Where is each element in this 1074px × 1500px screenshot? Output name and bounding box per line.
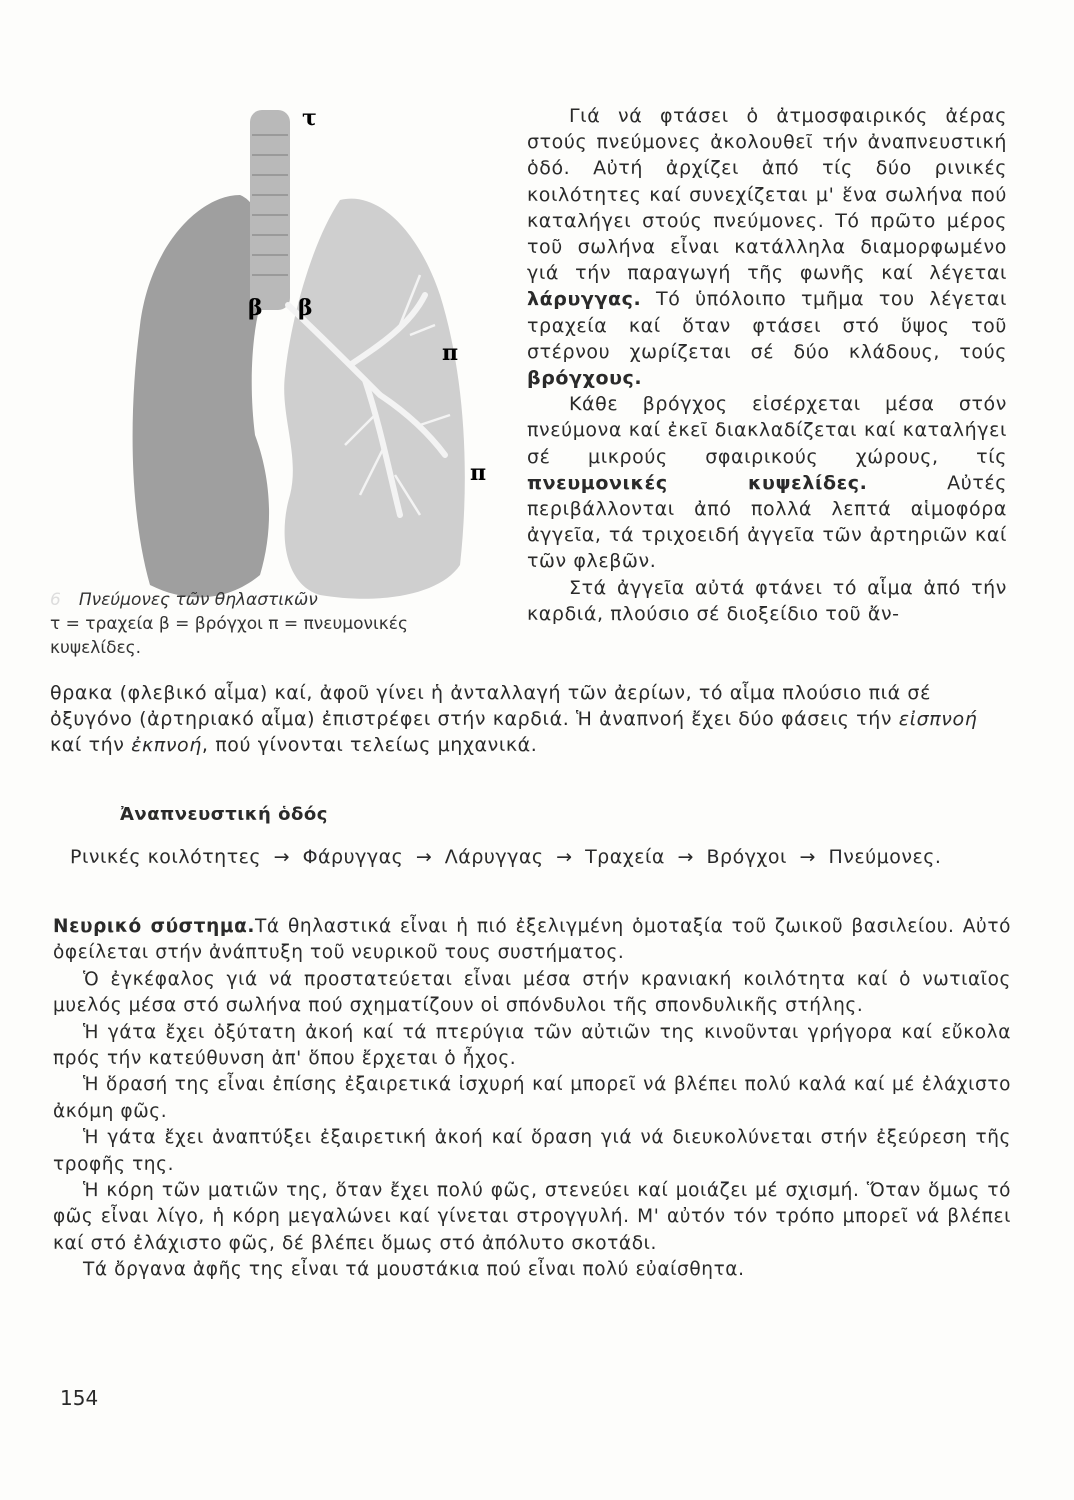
nervous-paragraph-2: Ὁ ἐγκέφαλος γιά νά προστατεύεται εἶναι μέσα στήν κρανιακή κοιλότητα καί ὁ νωτιαῖος μυελός μέσα στό σωλήνα πού σχηματίζουν οἱ σπόνδυλοι τῆς σπονδυλικῆς στήλης. — [53, 968, 1011, 1017]
arrow-icon: → — [415, 846, 433, 868]
page-number: 154 — [60, 1386, 99, 1410]
nervous-paragraph-6: Ἡ κόρη τῶν ματιῶν της, ὅταν ἔχει πολύ φῶς, στενεύει καί μοιάζει μέ σχισμή. Ὅταν ὅμως τό φῶς εἶναι λίγο, ἡ κόρη μεγαλώνει καί γίνεται στρογγυλή. Μ' αὐτόν τόν τρόπο μπορεῖ νά βλέπει καί στό ἐλάχιστο φῶς, δέ βλέπει ὅμως στό ἀπόλυτο σκοτάδι. — [53, 1180, 1011, 1254]
label-alveoli-bottom: π — [470, 460, 487, 486]
intro-paragraph-2: Κάθε βρόγχος εἰσέρχεται μέσα στόν πνεύμονα καί ἐκεῖ διακλαδίζεται καί καταλήγει σέ μικρούς σφαιρικούς χώρους, τίς πνευμονικές κυψελίδες. Αὐτές περιβάλλονται ἀπό πολλά λεπτά αἱμοφόρα ἀγγεῖα, τά τριχοειδή ἀγγεῖα τῶν ἀρτηριῶν καί τῶν φλεβῶν. — [527, 393, 1007, 573]
pathway-step: Βρόγχοι — [706, 846, 787, 868]
nervous-system-section — [53, 914, 1011, 1284]
term-bronchi: βρόγχους. — [527, 367, 643, 390]
intro-continuation: θρακα (φλεβικό αἷμα) καί, ἀφοῦ γίνει ἡ ἀνταλλαγή τῶν ἀερίων, τό αἷμα πλούσιο πιά σέ ὀξυγόνο (ἀρτηριακό αἷμα) ἐπιστρέφει στήν καρδιά. Ἡ ἀναπνοή ἔχει δύο φάσεις τήν εἰσπνοή καί τήν ἐκπνοή, πού γίνονται τελείως μηχανικά. — [50, 682, 978, 756]
nervous-paragraph-1: Νευρικό σύστημα.Τά θηλαστικά εἶναι ἡ πιό ἐξελιγμένη ὁμοταξία τοῦ ζωικοῦ βασιλείου. Αὐτό ὀφείλεται στήν ἀνάπτυξη τοῦ νευρικοῦ τους συστήματος. — [53, 916, 1011, 964]
nervous-heading: Νευρικό σύστημα. — [53, 916, 256, 937]
section-title: Ἀναπνευστική ὁδός — [120, 804, 328, 825]
intro-paragraph-3: Στά ἀγγεῖα αὐτά φτάνει τό αἷμα ἀπό τήν καρδιά, πλούσιο σέ διοξείδιο τοῦ ἄν- — [527, 576, 1007, 625]
arrow-icon: → — [799, 846, 816, 868]
arrow-icon: → — [556, 846, 573, 868]
lungs-illustration — [120, 95, 500, 615]
intro-paragraph-1: Γιά νά φτάσει ὁ ἀτμοσφαιρικός ἀέρας στούς πνεύμονες ἀκολουθεῖ τήν ἀναπνευστική ὁδό. Αὐτή ἀρχίζει ἀπό τίς δύο ρινικές κοιλότητες καί συνεχίζεται μ' ἕνα σωλήνα πού καταλήγει στούς πνεύμονες. Τό πρῶτο μέρος τοῦ σωλήνα εἶναι κατάλληλα διαμορφωμένο γιά τήν παραγωγή τῆς φωνῆς καί λέγεται λάρυγγας. Τό ὑπόλοιπο τμῆμα του λέγεται τραχεία καί ὅταν φτάσει στό ὕψος τοῦ στέρνου χωρίζεται σέ δύο κλάδους, τούς βρόγχους. — [527, 105, 1007, 390]
caption-legend: τ = τραχεία β = βρόγχοι π = πνευμονικές κυψελίδες. — [50, 614, 408, 658]
term-exhale: ἐκπνοή — [131, 734, 202, 756]
term-larynx: λάρυγγας. — [527, 288, 642, 311]
nervous-paragraph-7: Τά ὄργανα ἀφῆς της εἶναι τά μουστάκια πού εἶναι πολύ εὐαίσθητα. — [83, 1259, 745, 1281]
right-lung — [284, 199, 465, 599]
label-alveoli-top: π — [442, 340, 459, 366]
nervous-paragraph-4: Ἡ ὅρασή της εἶναι ἐπίσης ἐξαιρετικά ἰσχυρή καί μπορεῖ νά βλέπει πολύ καλά καί μέ ἐλάχιστο ἀκόμη φῶς. — [53, 1074, 1011, 1122]
figure-number: 6 — [50, 590, 61, 610]
caption-title: 6 Πνεύμονες τῶν θηλαστικῶν — [50, 590, 318, 610]
pathway-step: Πνεύμονες. — [828, 846, 942, 868]
figure-caption — [50, 588, 500, 660]
term-alveoli: πνευμονικές κυψελίδες. — [527, 471, 868, 494]
nervous-paragraph-5: Ἡ γάτα ἔχει ἀναπτύξει ἐξαιρετική ἀκοή καί ὅραση γιά νά διευκολύνεται στήν ἐξεύρεση τῆς τροφῆς της. — [53, 1127, 1011, 1175]
label-bronchi-left: β — [248, 295, 263, 321]
pathway-step: Φάρυγγας — [302, 846, 404, 868]
pathway-step: Τραχεία — [585, 846, 665, 868]
term-inhale: εἰσπνοή — [898, 708, 978, 730]
pathway-step: Λάρυγγας — [444, 846, 544, 868]
respiratory-pathway — [70, 846, 1020, 868]
label-trachea: τ — [302, 105, 317, 131]
trachea — [250, 110, 290, 310]
intro-column — [527, 103, 1007, 627]
pathway-step: Ρινικές κοιλότητες — [70, 846, 262, 868]
left-lung — [133, 195, 269, 597]
arrow-icon: → — [677, 846, 694, 868]
label-bronchi-right: β — [298, 295, 313, 321]
arrow-icon: → — [273, 846, 291, 868]
nervous-paragraph-3: Ἡ γάτα ἔχει ὀξύτατη ἀκοή καί τά πτερύγια τῶν αὐτιῶν της κινοῦνται γρήγορα καί εὔκολα πρός τήν κατεύθυνση ἀπ' ὅπου ἔρχεται ὁ ἦχος. — [53, 1021, 1011, 1070]
